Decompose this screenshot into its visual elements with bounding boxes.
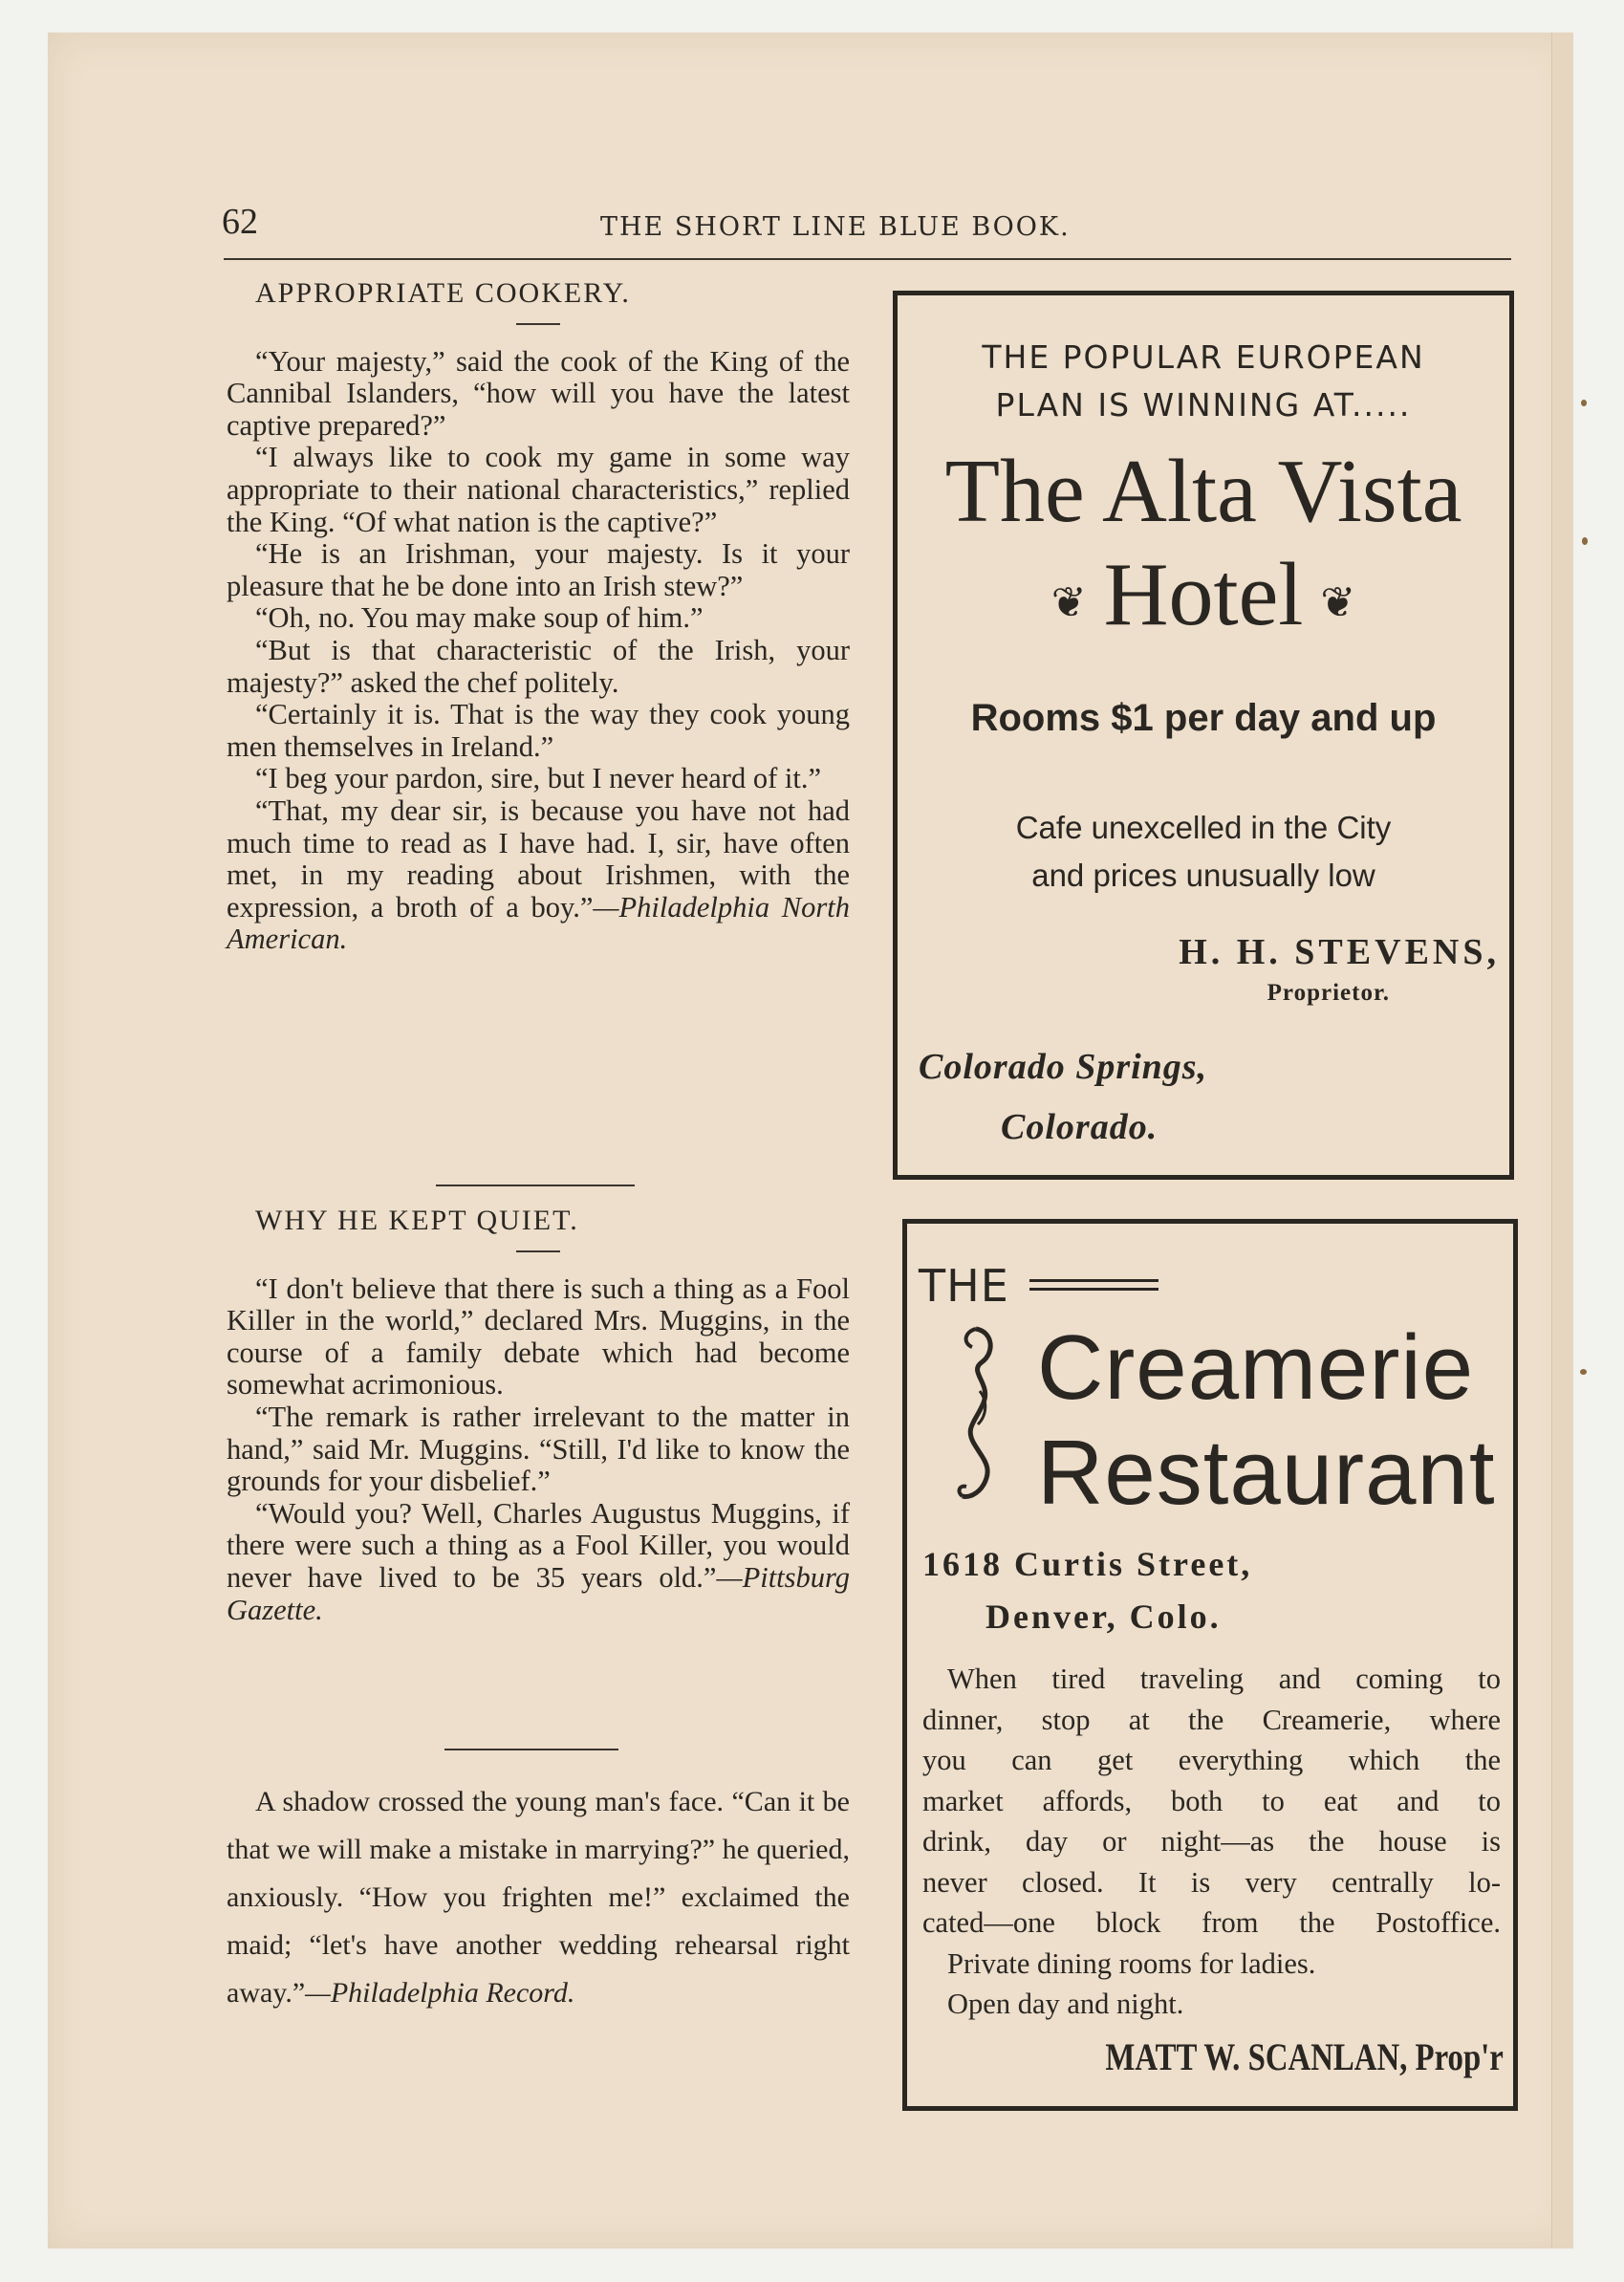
attribution: —Pittsburg Gazette. bbox=[227, 1560, 850, 1626]
ad-body-line: When tired traveling and coming to bbox=[947, 1663, 1501, 1695]
scroll-ornament-icon bbox=[955, 1324, 1003, 1506]
article-paragraph: “He is an Irishman, your majesty. Is it your pleasure that he be done into an Irish stew?” bbox=[227, 537, 850, 602]
cafe-line: and prices unusually low bbox=[1031, 858, 1375, 893]
article-paragraph: “Your majesty,” said the cook of the King of the Cannibal Islanders, “how will you have the latest captive prepared?” bbox=[227, 344, 850, 442]
cafe-line: Cafe unexcelled in the City bbox=[1015, 810, 1392, 845]
article-paragraph bbox=[227, 1778, 850, 2017]
title-rule bbox=[516, 323, 560, 325]
ad-city: Denver, Colo. bbox=[985, 1597, 1222, 1636]
article-title: WHY HE KEPT QUIET. bbox=[255, 1205, 579, 1236]
article-paragraph: “Certainly it is. That is the way they cook young men themselves in Ireland.” bbox=[227, 698, 850, 763]
ad-body-line: dinner, stop at the Creamerie, where bbox=[922, 1703, 1501, 1736]
article-paragraph bbox=[227, 795, 850, 956]
article-title: APPROPRIATE COOKERY. bbox=[255, 277, 631, 309]
running-title: THE SHORT LINE BLUE BOOK. bbox=[600, 212, 1071, 242]
ad-alta-vista-hotel bbox=[893, 291, 1514, 1180]
hotel-name-line2 bbox=[898, 542, 1509, 656]
ad-double-rule-top bbox=[1029, 1279, 1158, 1282]
ad-body-line: drink, day or night—as the house is bbox=[922, 1825, 1501, 1858]
article-paragraph: “I don't believe that there is such a thing as a Fool Killer in the world,” declared Mrs. Muggins, in the course of a family debate which had become somewhat acrimonious. bbox=[227, 1271, 850, 1402]
paragraph-text: “That, my dear sir, is because you have not had much time to read as I have had. I, sir, have often met, in my reading about Irishmen, with the expression, a broth of a boy.” bbox=[227, 793, 850, 924]
article-paragraph bbox=[227, 1498, 850, 1626]
article-paragraph: “Oh, no. You may make soup of him.” bbox=[255, 601, 704, 635]
paper-speck bbox=[1580, 1369, 1587, 1375]
ad-private-rooms: Private dining rooms for ladies. bbox=[947, 1946, 1316, 1980]
article-paragraph: “I beg your pardon, sire, but I never heard of it.” bbox=[255, 762, 821, 795]
article-why-he-kept-quiet bbox=[227, 1205, 850, 1626]
ad-state: Colorado. bbox=[1001, 1107, 1158, 1147]
title-rule bbox=[516, 1250, 560, 1252]
article-paragraph: “The remark is rather irrelevant to the matter in hand,” said Mr. Muggins. “Still, I'd like to know the grounds for your disbelief.” bbox=[227, 1400, 850, 1498]
proprietor-name: H. H. STEVENS, bbox=[1179, 932, 1500, 972]
page-number: 62 bbox=[222, 202, 258, 242]
section-separator bbox=[436, 1184, 635, 1186]
section-separator bbox=[444, 1749, 618, 1750]
article-paragraph: “I always like to cook my game in some way appropriate to their national characteristics,” replied the King. “Of what nation is the captive?” bbox=[227, 441, 850, 538]
hotel-name: The Alta Vista bbox=[944, 442, 1462, 541]
article-wedding-rehearsal bbox=[227, 1778, 850, 2017]
proprietor-title: Proprietor. bbox=[1267, 980, 1390, 1006]
restaurant-name-line2: Restaurant bbox=[1037, 1422, 1496, 1524]
ad-body-line: never closed. It is very centrally lo- bbox=[922, 1865, 1501, 1899]
restaurant-name: Creamerie bbox=[1037, 1316, 1475, 1419]
ad-the: THE bbox=[919, 1260, 1009, 1312]
ad-city: Colorado Springs, bbox=[919, 1047, 1208, 1087]
ad-intro-line: PLAN IS WINNING AT..... bbox=[995, 386, 1412, 424]
ad-body bbox=[922, 1659, 1501, 2025]
article-paragraph: “But is that characteristic of the Irish, your majesty?” asked the chef politely. bbox=[227, 633, 850, 699]
article-appropriate-cookery bbox=[227, 277, 850, 956]
fleuron-right-icon: ❦ bbox=[1320, 579, 1356, 627]
ad-address: 1618 Curtis Street, bbox=[922, 1545, 1253, 1583]
room-rates: Rooms $1 per day and up bbox=[970, 697, 1437, 739]
paper-speck bbox=[1581, 400, 1587, 406]
ad-body-line: market affords, both to eat and to bbox=[922, 1784, 1501, 1817]
ad-proprietor: MATT W. SCANLAN, Prop'r bbox=[1105, 2035, 1504, 2078]
hotel-name-text: Hotel bbox=[1103, 545, 1304, 644]
ad-creamerie-restaurant bbox=[902, 1219, 1518, 2111]
paragraph-text: “Would you? Well, Charles Augustus Muggins, if there were such a thing as a Fool Killer, you would never have lived to be 35 years old.” bbox=[227, 1496, 850, 1594]
ad-open-hours: Open day and night. bbox=[947, 1988, 1184, 2020]
ad-double-rule-bottom bbox=[1029, 1288, 1158, 1291]
page-edge bbox=[1551, 33, 1573, 2249]
ad-body-line: cated—one block from the Postoffice. bbox=[922, 1906, 1501, 1939]
paragraph-text: A shadow crossed the young man's face. “Can it be that we will make a mistake in marrying?” he queried, anxiously. “How you frighten me!” exclaimed the maid; “let's have another wedding rehearsal right away.” bbox=[227, 1786, 850, 2009]
attribution: —Philadelphia Record. bbox=[305, 1977, 575, 2009]
ad-body-line: you can get everything which the bbox=[922, 1744, 1501, 1776]
fleuron-left-icon: ❦ bbox=[1050, 579, 1087, 627]
paper-speck bbox=[1582, 537, 1588, 545]
header-rule bbox=[224, 258, 1511, 260]
ad-intro-line: THE POPULAR EUROPEAN bbox=[982, 338, 1425, 376]
attribution: —Philadelphia North American. bbox=[227, 890, 850, 956]
